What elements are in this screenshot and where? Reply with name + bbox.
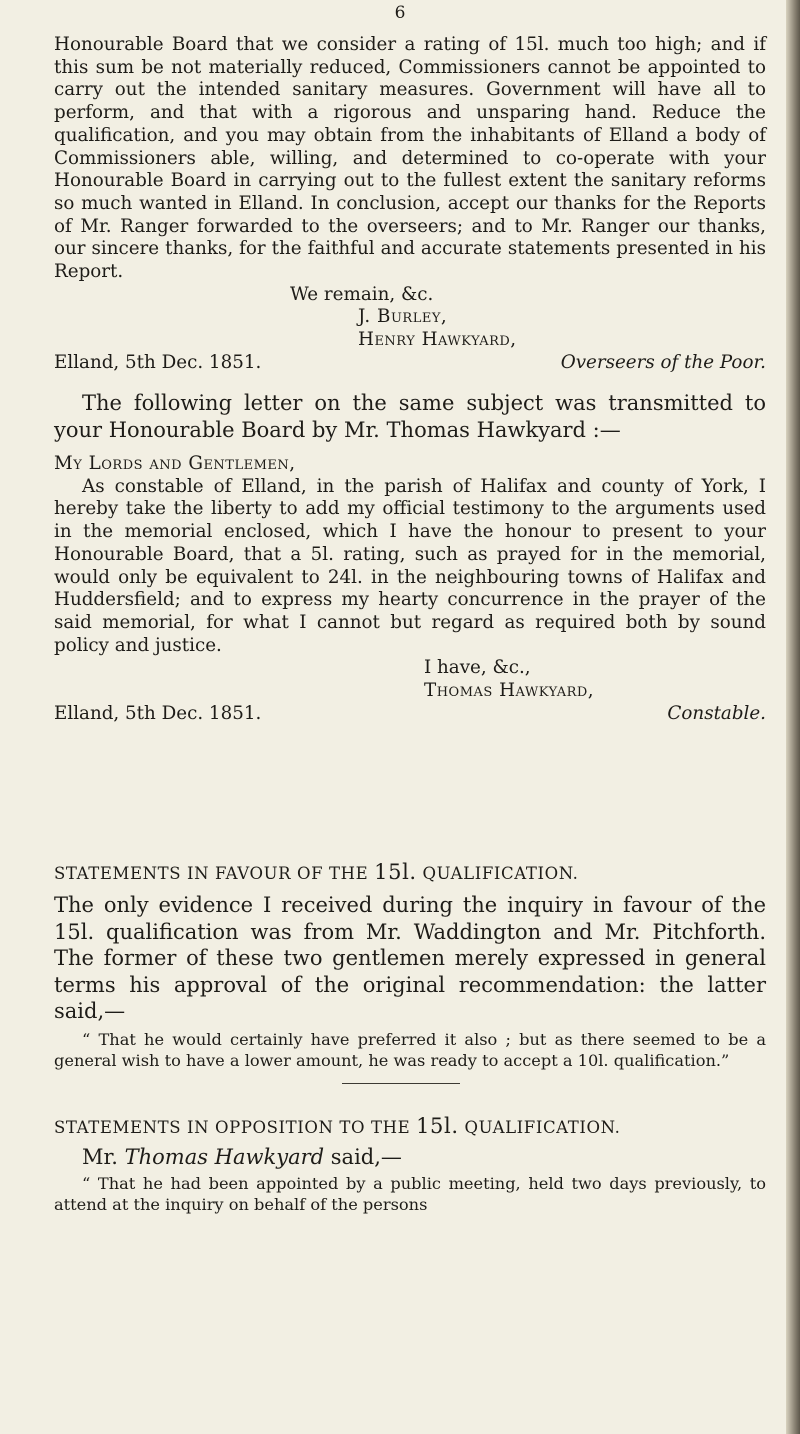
letter-salutation: My Lords and Gentlemen, [54, 453, 296, 474]
letter-closing: We remain, &c. [290, 283, 434, 305]
constable-letter [54, 390, 766, 725]
heading-prefix: STATEMENTS IN OPPOSITION TO THE [54, 1118, 411, 1137]
signatory-role: Constable. [667, 702, 766, 724]
constable-letter-body: As constable of Elland, in the parish of Halifax and county of York, I hereby take the liberty to add my official testimony to the arguments used in the memorial enclosed, which I have the honour to present to your Honourable Board, that a 5l. rating, such as prayed for in the memorial, would only be equivalent to 24l. in the neighbouring towns of Halifax and Huddersfield; and to express my hearty concurrence in the prayer of the said memorial, for what I cannot but regard as required both by sound policy and justice. [54, 475, 766, 656]
speaker-name: Thomas Hawkyard [124, 1145, 325, 1169]
signatory-hawkyard: Henry Hawkyard, [358, 329, 517, 351]
section-heading [54, 860, 766, 884]
letter-closing: I have, &c., [424, 657, 531, 679]
speaker-line [54, 1144, 766, 1171]
heading-suffix: QUALIFICATION. [464, 1118, 621, 1137]
constable-letter-intro: The following letter on the same subject was transmitted to your Honourable Board by Mr. Thomas Hawkyard :— [54, 391, 766, 442]
signatory-role: Overseers of the Poor. [560, 351, 766, 373]
heading-amount: 15l. [374, 860, 417, 884]
overseers-dateline [54, 352, 766, 375]
overseers-letter [54, 34, 766, 375]
favour-paragraph: The only evidence I received during the inquiry in favour of the 15l. qualification was from Mr. Waddington and Mr. Pitchforth. The former of these two gentlemen merely expressed in general terms his approval of the original recommendation: the latter said,— [54, 893, 766, 1023]
speaker-prefix: Mr. [82, 1145, 118, 1169]
page-edge [786, 0, 800, 1434]
heading-suffix: QUALIFICATION. [422, 864, 579, 883]
constable-dateline [54, 703, 766, 726]
statements-in-favour [54, 860, 766, 1071]
signatory-thomas-hawkyard: Thomas Hawkyard, [424, 680, 595, 702]
place-date: Elland, 5th Dec. 1851. [54, 702, 262, 724]
overseers-letter-body: Honourable Board that we consider a rating of 15l. much too high; and if this sum be not materially reduced, Commissioners cannot be appointed to carry out the intended sanitary measures. Government will have all to perform, and that with a rigorous and unsparing hand. Reduce the qualification, and you may obtain from the inhabitants of Elland a body of Commissioners able, willing, and determined to co-operate with your Honourable Board in carrying out to the fullest extent the sanitary reforms so much wanted in Elland. In conclusion, accept our thanks for the Reports of Mr. Ranger forwarded to the overseers; and to Mr. Ranger our thanks, our sincere thanks, for the faithful and accurate statements presented in his Report. [54, 34, 766, 283]
signatory-burley: J. Burley, [358, 306, 448, 328]
pitchforth-quote: “ That he would certainly have preferred it also ; but as there seemed to be a general wish to have a lower amount, he was ready to accept a 10l. qualification.” [54, 1029, 766, 1070]
section-heading [54, 1114, 766, 1138]
heading-prefix: STATEMENTS IN FAVOUR OF THE [54, 864, 369, 883]
page-number: 6 [394, 3, 406, 23]
hawkyard-quote: “ That he had been appointed by a public meeting, held two days previously, to attend at the inquiry on behalf of the persons [54, 1173, 766, 1214]
section-divider [342, 1083, 460, 1084]
heading-amount: 15l. [416, 1114, 459, 1138]
statements-in-opposition [54, 1114, 766, 1215]
speaker-suffix: said,— [330, 1145, 402, 1169]
place-date: Elland, 5th Dec. 1851. [54, 351, 262, 373]
